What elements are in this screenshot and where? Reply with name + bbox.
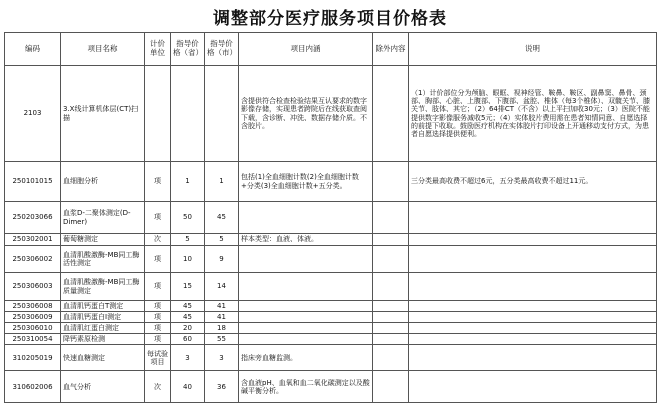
header-exclusions: 除外内容 [373,33,409,66]
cell-exclusions [373,301,409,312]
cell-price-province: 40 [171,371,205,403]
cell-name: 血清肌红蛋白测定 [61,323,145,334]
cell-unit: 项 [145,162,171,202]
table-row [5,371,657,403]
header-unit: 计价单位 [145,33,171,66]
cell-price-province: 1 [171,162,205,202]
cell-price-city: 55 [205,334,239,345]
cell-name: 血浆D-二聚体测定(D-Dimer) [61,202,145,234]
cell-price-city: 18 [205,323,239,334]
cell-unit: 项 [145,323,171,334]
cell-content: 样本类型：血液、体液。 [239,234,373,246]
cell-code: 250302001 [5,234,61,246]
cell-unit: 项 [145,202,171,234]
cell-exclusions [373,162,409,202]
cell-notes [409,334,657,345]
cell-unit [145,66,171,162]
cell-price-city: 14 [205,273,239,301]
cell-content [239,312,373,323]
table-row [5,323,657,334]
cell-name: 血气分析 [61,371,145,403]
cell-price-city: 36 [205,371,239,403]
cell-name: 血细胞分析 [61,162,145,202]
table-row [5,301,657,312]
cell-notes [409,345,657,371]
header-notes: 说明 [409,33,657,66]
header-price-province: 指导价格（省） [171,33,205,66]
table-row [5,273,657,301]
cell-code: 250203066 [5,202,61,234]
header-content: 项目内涵 [239,33,373,66]
cell-unit: 项 [145,246,171,273]
cell-exclusions [373,323,409,334]
header-name: 项目名称 [61,33,145,66]
cell-exclusions [373,234,409,246]
cell-content [239,334,373,345]
cell-unit: 项 [145,273,171,301]
cell-code: 250306009 [5,312,61,323]
cell-price-city: 3 [205,345,239,371]
cell-price-province: 15 [171,273,205,301]
cell-price-province: 45 [171,312,205,323]
table-row [5,345,657,371]
page-title: 调整部分医疗服务项目价格表 [213,9,447,29]
cell-price-city: 41 [205,312,239,323]
table-row [5,202,657,234]
cell-price-city: 9 [205,246,239,273]
cell-name: 血清肌钙蛋白Ⅰ测定 [61,312,145,323]
table-row [5,162,657,202]
table-row [5,246,657,273]
cell-price-province: 50 [171,202,205,234]
cell-code: 250101015 [5,162,61,202]
cell-notes [409,246,657,273]
cell-content: 包括(1)全血细胞计数(2)全血细胞计数+分类(3)全血细胞计数+五分类。 [239,162,373,202]
cell-code: 2103 [5,66,61,162]
cell-price-province: 5 [171,234,205,246]
cell-exclusions [373,246,409,273]
cell-exclusions [373,371,409,403]
cell-price-province: 10 [171,246,205,273]
cell-notes: （1）计价部位分为颅脑、眼眶、视神经管、鞍鼻、鞍区、副鼻窦、鼻骨、颈部、胸部、心脏、上腹部、下腹部、盆腔、椎体（每3个椎体）、双髋关节、膝关节、肢体、其它；（2）64排CT（不含）以上平扫加收30元；（3）医院不能提供数字影像服务减收5元；（4）实体胶片费用需在患者知情同意、自愿选择的前提下收取。鼓励医疗机构在实体胶片打印设备上开通移动支付方式，为患者自愿选择提供便利。 [409,66,657,162]
cell-code: 250310054 [5,334,61,345]
cell-code: 310205019 [5,345,61,371]
cell-exclusions [373,312,409,323]
header-code: 编码 [5,33,61,66]
cell-exclusions [373,345,409,371]
cell-unit: 项 [145,334,171,345]
cell-content [239,202,373,234]
cell-price-city [205,66,239,162]
cell-unit: 项 [145,312,171,323]
cell-name: 降钙素原检测 [61,334,145,345]
cell-content: 含提供符合检查检验结果互认要求的数字影像存储，实现患者跨院后在线获取查阅下载，含诊断、冲洗、数据存储介质。不含胶片。 [239,66,373,162]
cell-code: 250306008 [5,301,61,312]
cell-exclusions [373,273,409,301]
cell-content: 含血液pH、血氧和血二氧化碳测定以及酸碱平衡分析。 [239,371,373,403]
cell-notes [409,234,657,246]
cell-unit: 次 [145,371,171,403]
cell-price-city: 41 [205,301,239,312]
cell-price-city: 45 [205,202,239,234]
cell-name: 葡萄糖测定 [61,234,145,246]
cell-unit: 项 [145,301,171,312]
cell-code: 250306010 [5,323,61,334]
header-price-city: 指导价格（市） [205,33,239,66]
table-row [5,334,657,345]
cell-price-province [171,66,205,162]
cell-notes [409,312,657,323]
cell-content [239,273,373,301]
table-row [5,312,657,323]
cell-code: 250306002 [5,246,61,273]
cell-notes [409,371,657,403]
cell-content [239,323,373,334]
cell-code: 310602006 [5,371,61,403]
cell-price-city: 1 [205,162,239,202]
header-row [5,33,657,66]
cell-name: 3.X线计算机体层(CT)扫描 [61,66,145,162]
table-row [5,234,657,246]
cell-notes [409,273,657,301]
cell-content [239,301,373,312]
cell-exclusions [373,66,409,162]
cell-price-city: 5 [205,234,239,246]
cell-name: 血清肌酸激酶-MB同工酶质量测定 [61,273,145,301]
cell-price-province: 20 [171,323,205,334]
cell-notes: 三分类最高收费不超过6元，五分类最高收费不超过11元。 [409,162,657,202]
cell-exclusions [373,202,409,234]
cell-price-province: 3 [171,345,205,371]
cell-name: 血清肌钙蛋白T测定 [61,301,145,312]
price-table [4,32,657,403]
cell-exclusions [373,334,409,345]
cell-unit: 每试验项目 [145,345,171,371]
cell-notes [409,301,657,312]
cell-name: 血清肌酸激酶-MB同工酶活性测定 [61,246,145,273]
cell-price-province: 45 [171,301,205,312]
cell-unit: 次 [145,234,171,246]
cell-price-province: 60 [171,334,205,345]
table-row [5,66,657,162]
cell-name: 快速血糖测定 [61,345,145,371]
cell-content: 指床旁血糖监测。 [239,345,373,371]
cell-content [239,246,373,273]
cell-code: 250306003 [5,273,61,301]
cell-notes [409,323,657,334]
cell-notes [409,202,657,234]
